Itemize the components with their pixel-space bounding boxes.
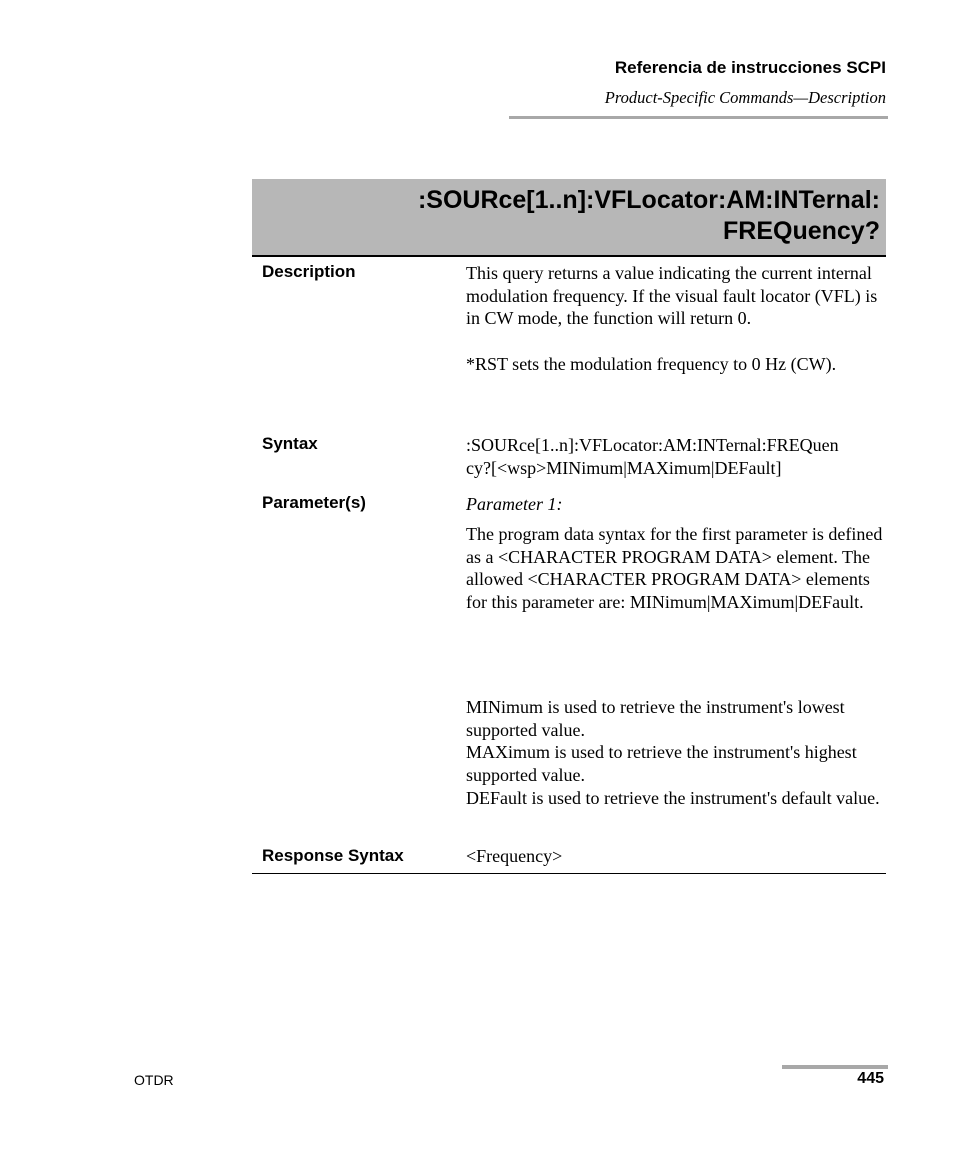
running-header-subtitle: Product-Specific Commands—Description bbox=[604, 88, 886, 107]
maximum-description: MAXimum is used to retrieve the instrument's highest supported value. bbox=[466, 742, 857, 786]
header-rule bbox=[509, 116, 888, 119]
parameters-label: Parameter(s) bbox=[262, 493, 366, 512]
command-title-line-2: FREQuency? bbox=[723, 217, 880, 245]
footer-product: OTDR bbox=[134, 1072, 174, 1088]
syntax-text bbox=[466, 434, 886, 479]
minimum-description: MINimum is used to retrieve the instrument's lowest supported value. bbox=[466, 697, 845, 740]
parameter-values-list bbox=[466, 696, 886, 810]
footer-rule bbox=[782, 1065, 888, 1069]
command-title bbox=[280, 185, 880, 247]
syntax-label: Syntax bbox=[262, 434, 318, 453]
response-syntax-value: <Frequency> bbox=[466, 846, 563, 866]
description-text bbox=[466, 262, 886, 376]
table-bottom-rule bbox=[252, 873, 886, 874]
description-label: Description bbox=[262, 262, 356, 281]
command-title-line-1: :SOURce[1..n]:VFLocator:AM:INTernal: bbox=[417, 186, 880, 214]
response-syntax-label: Response Syntax bbox=[262, 846, 404, 865]
syntax-line-1: :SOURce[1..n]:VFLocator:AM:INTernal:FREQuen bbox=[466, 435, 839, 455]
command-title-bar bbox=[252, 179, 886, 257]
page-number: 445 bbox=[857, 1070, 884, 1087]
parameter-1-description: The program data syntax for the first parameter is defined as a <CHARACTER PROGRAM DATA> element. The allowed <CHARACTER PROGRAM DATA> elements for this parameter are: MINimum|MAXimum|DEFault. bbox=[466, 524, 883, 613]
default-description: DEFault is used to retrieve the instrument's default value. bbox=[466, 787, 880, 808]
running-header-title: Referencia de instrucciones SCPI bbox=[614, 58, 886, 77]
rst-paragraph: *RST sets the modulation frequency to 0 Hz (CW). bbox=[466, 353, 837, 374]
parameter-1-heading: Parameter 1: bbox=[466, 494, 563, 514]
syntax-line-2: cy?[<wsp>MINimum|MAXimum|DEFault] bbox=[466, 457, 782, 478]
description-paragraph: This query returns a value indicating the current internal modulation frequency. If the visual fault locator (VFL) is in CW mode, the function will return 0. bbox=[466, 263, 878, 329]
